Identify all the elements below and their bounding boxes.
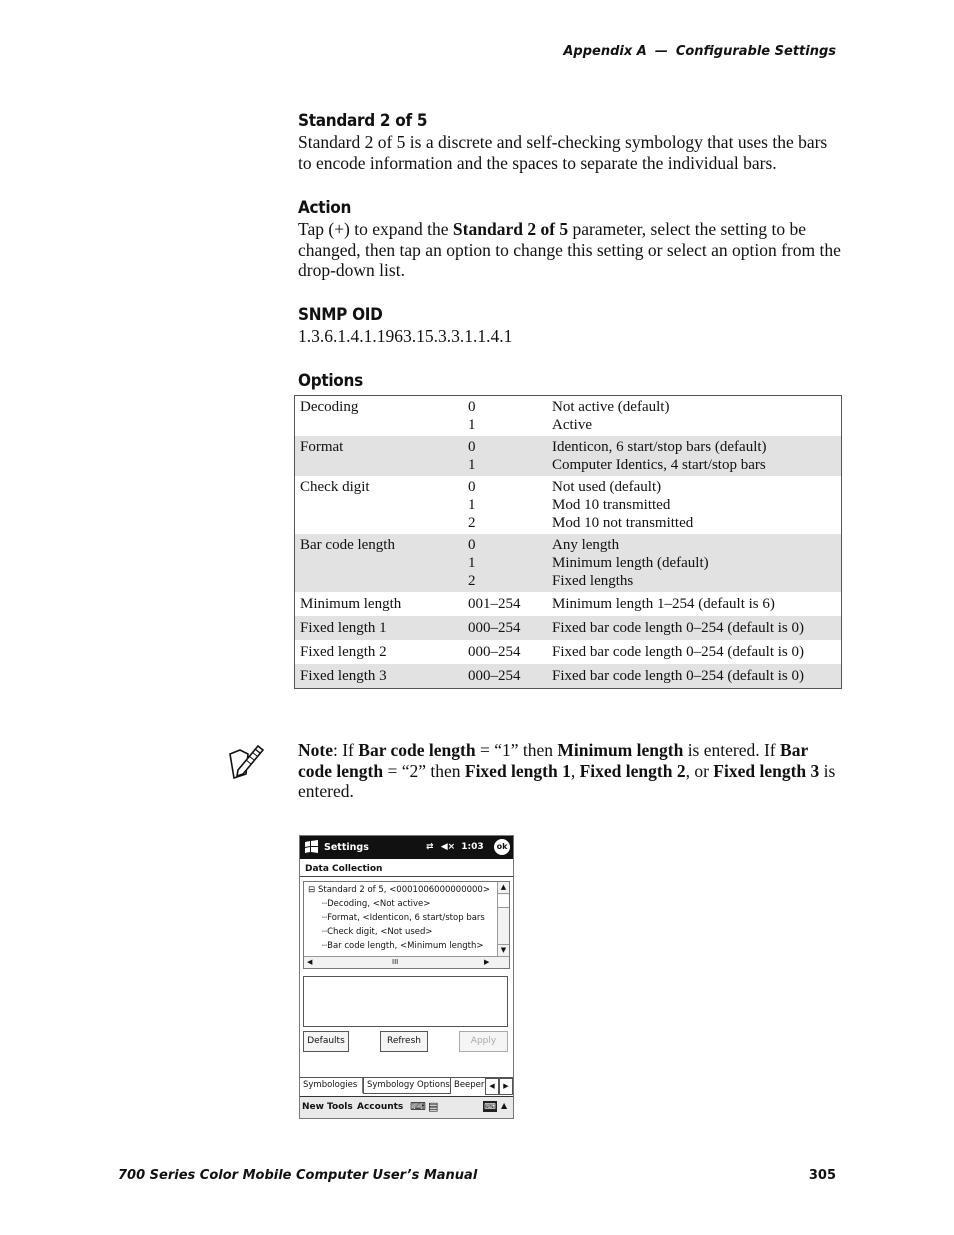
option-values	[463, 436, 547, 476]
option-descriptions	[547, 436, 842, 476]
option-values	[463, 396, 547, 437]
refresh-button[interactable]: Refresh	[380, 1031, 428, 1052]
option-name: Minimum length	[300, 596, 402, 612]
option-description: Minimum length (default)	[552, 555, 709, 571]
manual-title: 700 Series Color Mobile Computer User’s Manual	[118, 1168, 478, 1183]
note-fragment: is entered. If	[683, 740, 781, 760]
option-name: Format	[295, 436, 464, 476]
note-term: Minimum length	[557, 740, 684, 760]
device-status-area	[426, 842, 484, 852]
device-section-heading: Data Collection	[305, 864, 383, 874]
device-screenshot	[299, 835, 514, 1119]
option-description: Computer Identics, 4 start/stop bars	[552, 457, 766, 473]
volume-icon[interactable]: ◀×	[440, 842, 456, 852]
option-value: 0	[468, 479, 476, 495]
tree-item[interactable]: ┈Decoding, <Not active>	[322, 899, 431, 909]
option-description: Identicon, 6 start/stop bars (default)	[552, 439, 767, 455]
tree-item-label: Bar code length, <Minimum length>	[327, 941, 484, 951]
tree-item-label: Decoding, <Not active>	[327, 899, 431, 909]
scroll-left-icon[interactable]: ◀	[307, 958, 313, 966]
tab-scroll-right-icon[interactable]: ▶	[499, 1078, 513, 1095]
note-term: Bar code length	[358, 740, 476, 760]
option-name: Check digit	[300, 479, 370, 495]
tree-item-root[interactable]: Standard 2 of 5, <0001006000000000>	[318, 885, 490, 895]
option-value: 1	[468, 417, 476, 433]
windows-start-icon[interactable]	[303, 839, 320, 855]
tab-symbology-options[interactable]: Symbology Options	[363, 1078, 451, 1094]
option-description: Not active (default)	[552, 399, 670, 415]
option-value: 1	[468, 555, 476, 571]
section-options	[298, 371, 843, 391]
device-menu-bar	[300, 1096, 513, 1119]
note-term: Bar code length	[298, 740, 808, 781]
device-app-title: Settings	[324, 842, 369, 853]
option-values	[463, 592, 547, 616]
note-fragment: ,	[570, 760, 580, 781]
option-description: Mod 10 not transmitted	[552, 515, 694, 531]
tab-beeper[interactable]: Beeper	[451, 1078, 486, 1093]
scroll-right-icon[interactable]: ▶	[484, 958, 490, 966]
option-values	[463, 664, 547, 689]
scroll-thumb[interactable]	[498, 895, 509, 908]
tab-scroll-left-icon[interactable]: ◀	[485, 1078, 499, 1095]
option-name: Fixed length 1	[295, 616, 464, 640]
option-description: Active	[552, 417, 592, 433]
option-description: Fixed bar code length 0–254 (default is 0)	[552, 620, 805, 636]
scroll-thumb-grip[interactable]: III	[392, 958, 399, 966]
option-value: 000–254	[468, 668, 521, 684]
option-value: 2	[468, 573, 476, 589]
option-value: 0	[468, 537, 476, 553]
option-value: 001–254	[468, 596, 521, 612]
note-fragment: , or	[685, 760, 714, 781]
option-name: Bar code length	[295, 534, 464, 592]
section-action	[298, 198, 843, 281]
ok-button[interactable]: ok	[494, 839, 510, 855]
option-values	[463, 534, 547, 592]
option-name: Fixed length 2	[300, 644, 387, 660]
appendix-label: Appendix A	[563, 44, 647, 59]
divider	[300, 876, 513, 877]
option-values	[463, 640, 547, 664]
option-value: 1	[468, 457, 476, 473]
option-descriptions	[547, 476, 842, 534]
options-heading: Options	[298, 371, 363, 391]
options-row	[295, 476, 842, 534]
option-value: 1	[468, 497, 476, 513]
tree-item-label: Format, <Identicon, 6 start/stop bars	[327, 913, 485, 923]
section-snmp-oid	[298, 305, 843, 347]
horizontal-scrollbar[interactable]	[304, 956, 509, 968]
note-text	[298, 740, 843, 802]
option-description: Minimum length 1–254 (default is 6)	[552, 596, 775, 612]
note-pencil-icon	[226, 740, 266, 780]
options-table-body	[295, 396, 842, 689]
note-fragment: is entered.	[298, 760, 836, 801]
snmp-heading: SNMP OID	[298, 305, 383, 325]
options-row	[295, 616, 842, 640]
page-number: 305	[808, 1168, 836, 1183]
section-standard-2-of-5	[298, 111, 843, 173]
scroll-up-icon[interactable]: ▲	[498, 882, 509, 894]
option-value: 0	[468, 399, 476, 415]
note-term: Fixed length 3	[713, 760, 820, 781]
option-descriptions	[547, 616, 842, 640]
scroll-down-icon[interactable]: ▼	[498, 944, 509, 956]
apply-button[interactable]: Apply	[459, 1031, 508, 1052]
option-descriptions	[547, 640, 842, 664]
option-description: Fixed bar code length 0–254 (default is 0)	[552, 668, 805, 684]
device-title-bar	[300, 836, 513, 859]
note-term: Fixed length 2	[579, 760, 686, 781]
clock-time[interactable]: 1:03	[461, 842, 484, 852]
note-term: Fixed length 1	[464, 760, 571, 781]
input-menu-arrow-icon[interactable]: ▲	[501, 1101, 508, 1110]
action-heading: Action	[298, 198, 352, 218]
tree-item-label: Check digit, <Not used>	[327, 927, 433, 937]
vertical-scrollbar[interactable]	[497, 882, 509, 956]
option-name: Fixed length 3	[295, 664, 464, 689]
snmp-oid-value: 1.3.6.1.4.1.1963.15.3.3.1.1.4.1	[298, 326, 513, 346]
chapter-title: Configurable Settings	[675, 44, 836, 59]
options-table	[294, 395, 842, 689]
menu-tools[interactable]: Tools	[327, 1102, 353, 1112]
settings-tree-view[interactable]	[303, 881, 510, 969]
option-descriptions	[547, 592, 842, 616]
note-fragment: = “2” then	[383, 760, 465, 781]
option-name: Decoding	[300, 399, 359, 415]
connectivity-icon[interactable]: ⇄	[426, 842, 434, 852]
tree-collapse-icon[interactable]: ⊟	[308, 885, 316, 895]
section-body: Standard 2 of 5 is a discrete and self-checking symbology that uses the bars to encode information and the spaces to separate the individual bars.	[298, 132, 828, 173]
keyboard-icon[interactable]: ⌨	[484, 1102, 496, 1111]
tree-item[interactable]: ┈Check digit, <Not used>	[322, 927, 433, 937]
defaults-button[interactable]: Defaults	[303, 1031, 349, 1052]
running-header	[563, 44, 836, 59]
note-label: Note	[298, 740, 333, 760]
action-parameter-name: Standard 2 of 5	[452, 219, 569, 239]
note-fragment: = “1” then	[475, 740, 558, 760]
option-description: Not used (default)	[552, 479, 662, 495]
options-row	[295, 640, 842, 664]
sync-icon[interactable]: ⌨	[410, 1100, 426, 1113]
option-value: 000–254	[468, 620, 521, 636]
action-text-2: parameter, select the setting to be changed, then tap an option to change this setting or select an option from the drop-down list.	[298, 219, 841, 280]
options-row	[295, 436, 842, 476]
tab-symbologies[interactable]: Symbologies	[300, 1078, 363, 1093]
menu-accounts[interactable]: Accounts	[357, 1102, 404, 1112]
option-values	[463, 616, 547, 640]
options-row	[295, 664, 842, 689]
option-descriptions	[547, 396, 842, 437]
option-value: 0	[468, 439, 476, 455]
option-value: 2	[468, 515, 476, 531]
option-description: Any length	[552, 537, 620, 553]
action-text-1: Tap (+) to expand the	[298, 219, 453, 239]
option-description: Fixed lengths	[552, 573, 634, 589]
tree-item[interactable]: ┈Format, <Identicon, 6 start/stop bars	[322, 913, 485, 923]
tree-item[interactable]: ┈Bar code length, <Minimum length>	[322, 941, 484, 951]
options-row	[295, 396, 842, 437]
option-value: 000–254	[468, 644, 521, 660]
device-tab-strip	[300, 1077, 513, 1095]
option-descriptions	[547, 534, 842, 592]
action-body	[298, 219, 843, 281]
header-separator: —	[654, 44, 668, 59]
note-fragment: : If	[332, 740, 359, 760]
option-description: Fixed bar code length 0–254 (default is 0)	[552, 644, 805, 660]
option-description: Mod 10 transmitted	[552, 497, 671, 513]
option-descriptions	[547, 664, 842, 689]
options-row	[295, 592, 842, 616]
note-block	[298, 740, 843, 802]
value-edit-box[interactable]	[303, 976, 508, 1027]
clipboard-icon[interactable]: ▤	[428, 1100, 439, 1113]
options-row	[295, 534, 842, 592]
option-values	[463, 476, 547, 534]
menu-new[interactable]: New	[302, 1102, 324, 1112]
section-heading: Standard 2 of 5	[298, 111, 428, 131]
